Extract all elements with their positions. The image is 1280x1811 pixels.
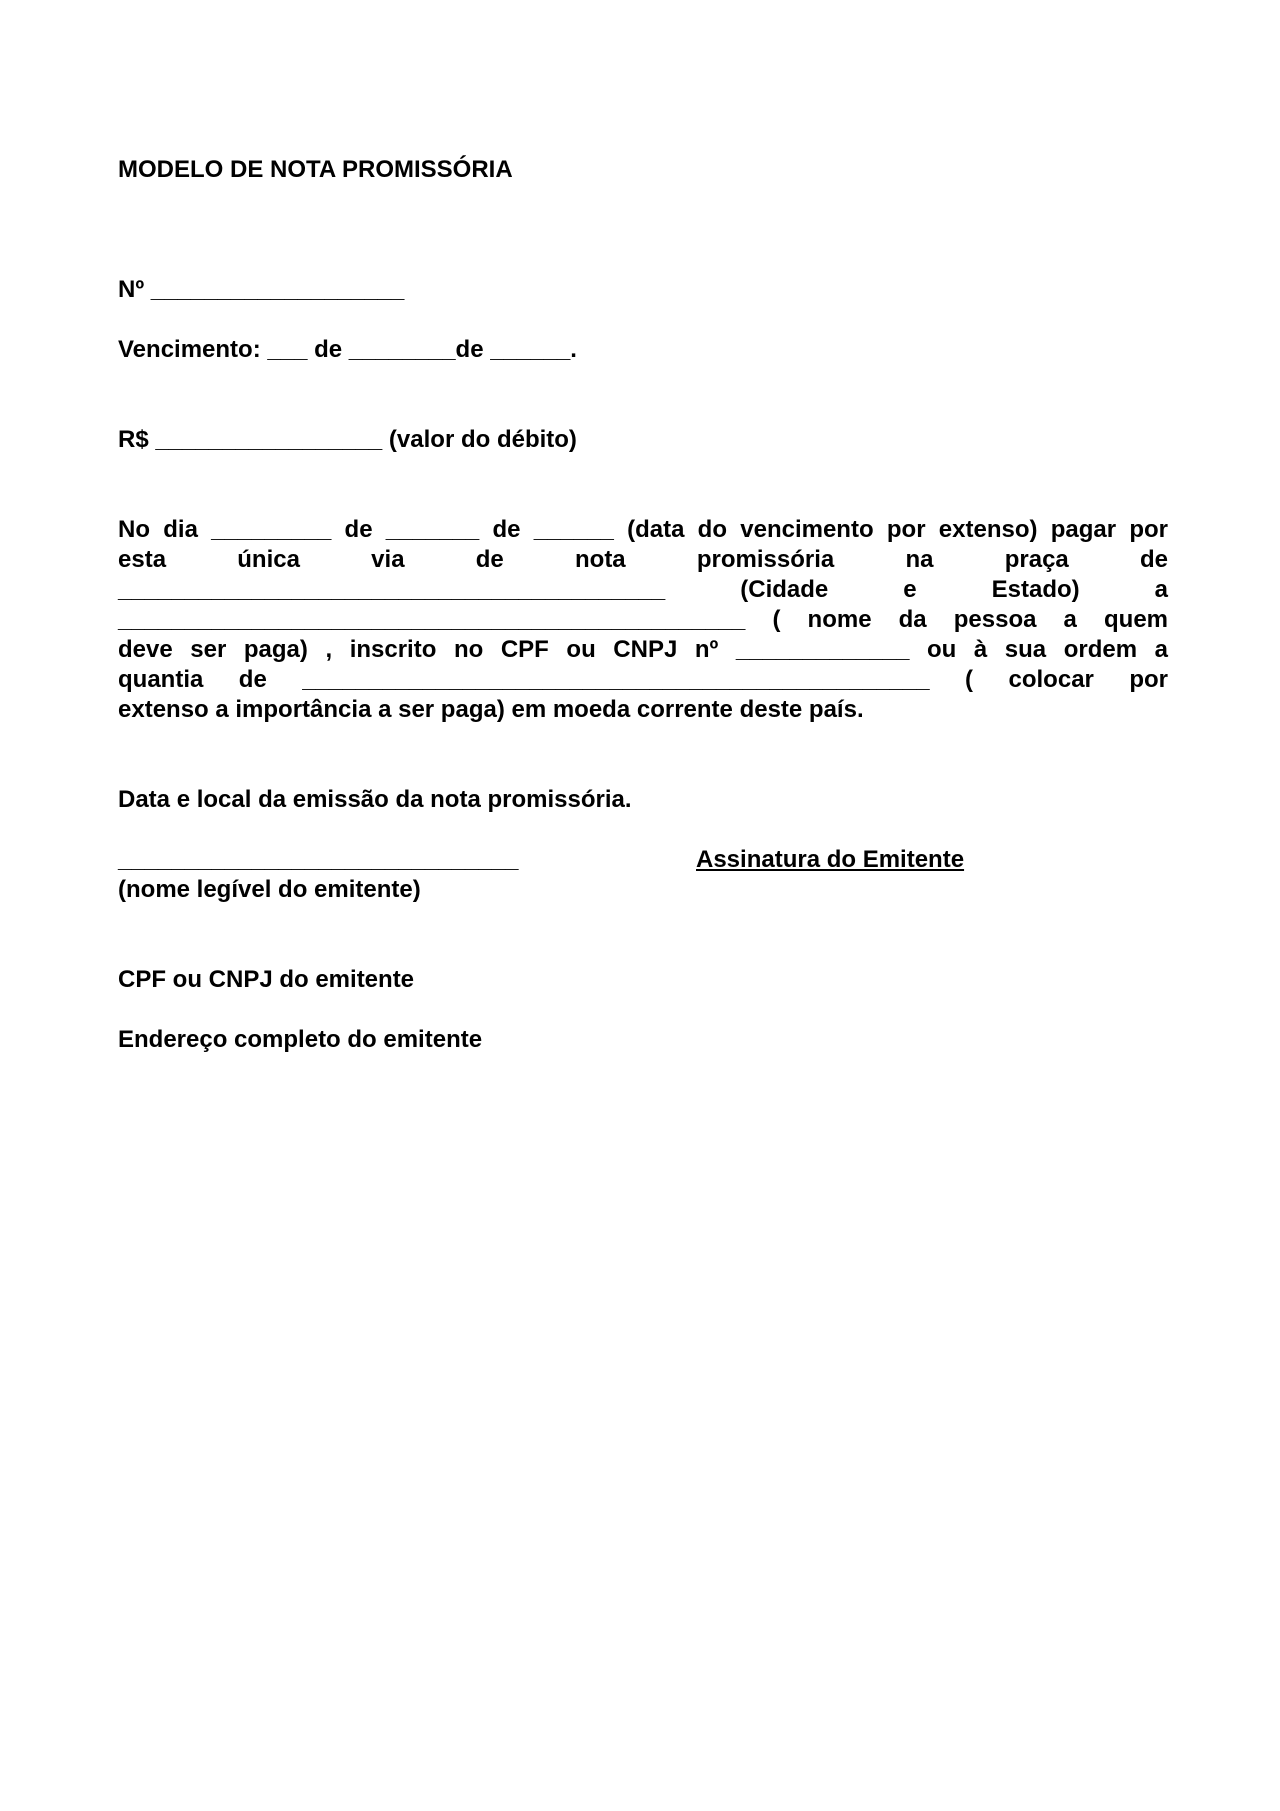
cpf-cnpj-label: CPF ou CNPJ do emitente [118,966,415,993]
endereco-label: Endereço completo do emitente [118,1026,483,1053]
document-title: MODELO DE NOTA PROMISSÓRIA [118,156,513,183]
paragraph-line: _______________________________________________ ( nome da pessoa a quem [118,606,1168,633]
vencimento-field: Vencimento: ___ de ________de ______. [118,336,577,363]
signature-row [118,845,1168,875]
valor-field: R$ _________________ (valor do débito) [118,426,577,453]
data-local-emissao: Data e local da emissão da nota promissória. [118,786,632,813]
paragraph-line: esta única via de nota promissória na praça de [118,546,1168,573]
paragraph-line: deve ser paga) , inscrito no CPF ou CNPJ nº _____________ ou à sua ordem a [118,636,1168,663]
signature-label: Assinatura do Emitente [696,846,965,873]
numero-field: Nº ___________________ [118,276,405,303]
document-body [118,150,1168,1055]
paragraph-line: No dia _________ de _______ de ______ (data do vencimento por extenso) pagar por [118,516,1168,543]
paragraph-line: _________________________________________ (Cidade e Estado) a [118,576,1168,603]
signature-line: ______________________________ [118,846,519,873]
paragraph-line: extenso a importância a ser paga) em moeda corrente deste país. [118,696,864,723]
nome-legivel-label: (nome legível do emitente) [118,876,421,903]
paragraph-line: quantia de _______________________________________________ ( colocar por [118,666,1168,693]
promissory-paragraph [118,515,1168,725]
